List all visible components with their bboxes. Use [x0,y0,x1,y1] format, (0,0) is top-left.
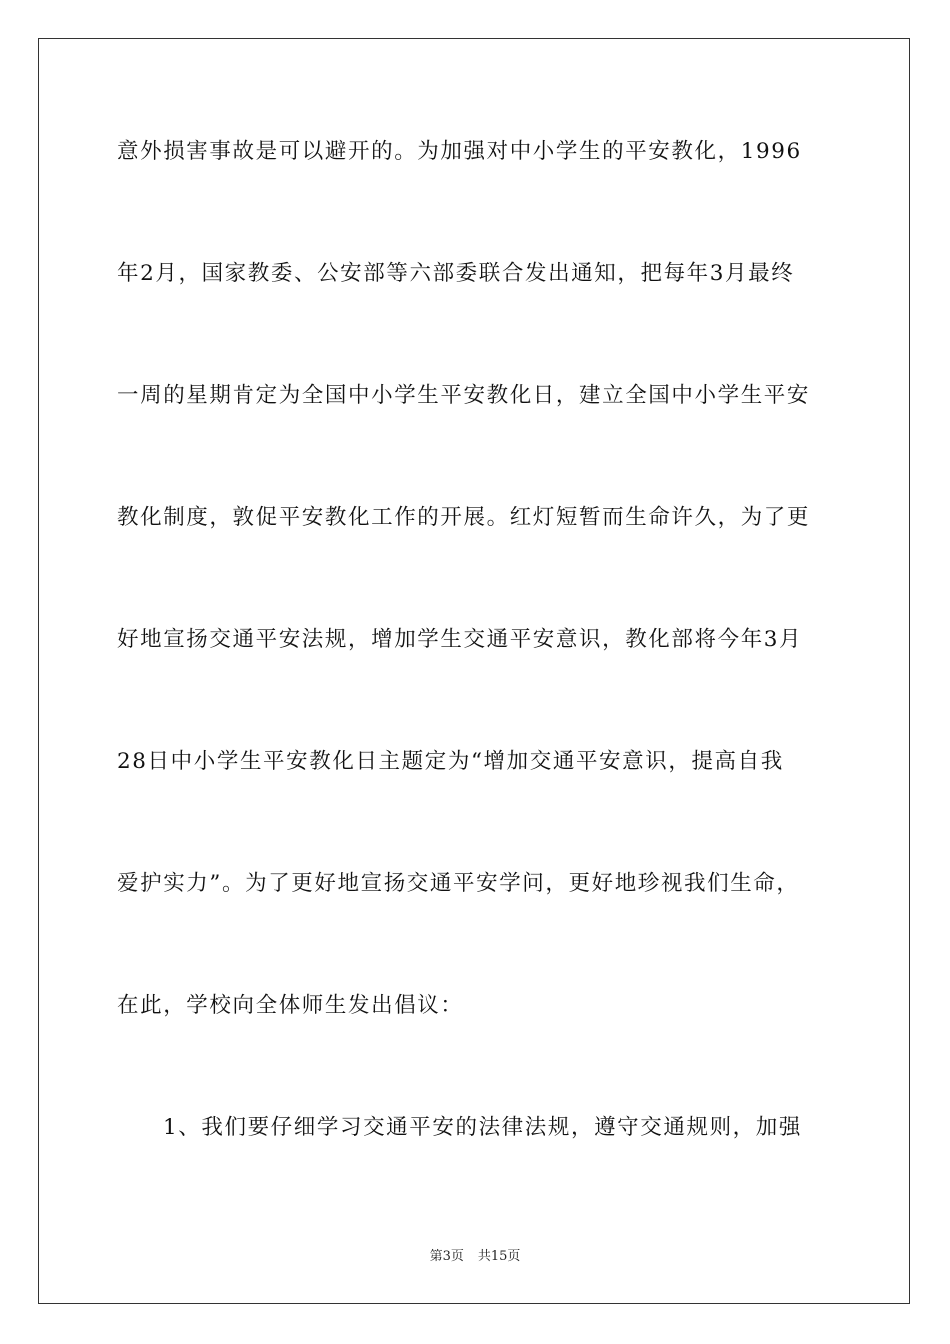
paragraph-line: 年2月，国家教委、公安部等六部委联合发出通知，把每年3月最终 [117,261,795,286]
paragraph-line: 教化制度，敦促平安教化工作的开展。红灯短暂而生命许久，为了更 [117,505,811,530]
paragraph-line: 爱护实力”。为了更好地宣扬交通平安学问，更好地珍视我们生命， [117,871,800,896]
page-total: 共15页 [477,1249,521,1264]
page-number: 第3页 [429,1249,464,1264]
page-footer [0,1245,950,1264]
paragraph-line: 28日中小学生平安教化日主题定为“增加交通平安意识，提高自我 [117,749,784,774]
paragraph-line: 在此，学校向全体师生发出倡议： [117,993,464,1018]
paragraph-line: 一周的星期肯定为全国中小学生平安教化日，建立全国中小学生平安 [117,383,811,408]
paragraph-line: 好地宣扬交通平安法规，增加学生交通平安意识，教化部将今年3月 [117,627,803,652]
paragraph-line: 意外损害事故是可以避开的。为加强对中小学生的平安教化，1996 [117,139,802,164]
list-item-line: 1、我们要仔细学习交通平安的法律法规，遵守交通规则，加强 [163,1115,802,1140]
